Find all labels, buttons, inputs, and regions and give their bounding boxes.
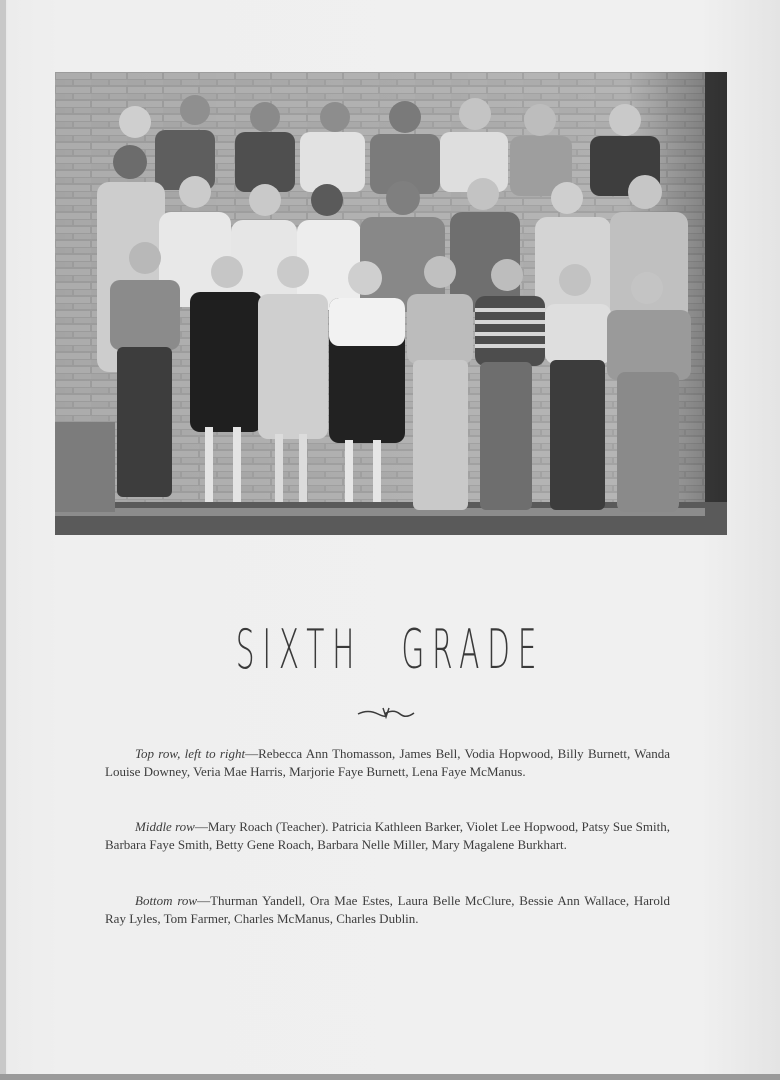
caption-middle-row-lead: Middle row (135, 819, 195, 834)
caption-top-row-names: —Rebecca Ann Thomasson, James Bell, Vodia Hopwood, Billy Burnett, Wanda Louise Downey, Veria Mae Harris, Marjorie Faye Burnett, Lena Faye McManus. (105, 746, 670, 779)
caption-middle-row (105, 818, 670, 854)
caption-bottom-row-lead: Bottom row (135, 893, 198, 908)
caption-middle-row-names: —Mary Roach (Teacher). Patricia Kathleen Barker, Violet Lee Hopwood, Patsy Sue Smith, Barbara Faye Smith, Betty Gene Roach, Barbara Nelle Miller, Mary Magalene Burkhart. (105, 819, 670, 852)
caption-bottom-row-names: —Thurman Yandell, Ora Mae Estes, Laura Belle McClure, Bessie Ann Wallace, Harold Ray Lyles, Tom Farmer, Charles McManus, Charles Dublin. (105, 893, 670, 926)
caption-top-row-lead: Top row, left to right (135, 746, 246, 761)
caption-top-row (105, 745, 670, 781)
page-bottom-edge (0, 1074, 780, 1080)
caption-bottom-row (105, 892, 670, 928)
flourish-ornament-icon (356, 705, 416, 721)
class-photo (55, 72, 727, 535)
page-gutter (0, 0, 6, 1080)
class-photo-illustration (55, 72, 727, 535)
page-title: SIXTH GRADE (235, 618, 545, 681)
